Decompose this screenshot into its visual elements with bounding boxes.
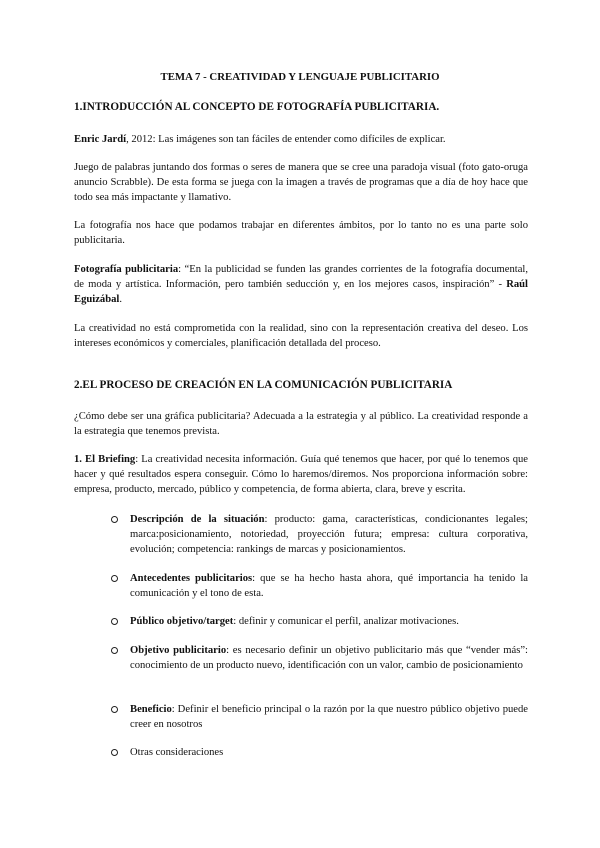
paragraph-briefing — [74, 452, 528, 497]
item-text: : que se ha hecho hasta ahora, qué importancia ha tenido la comunicación y el tono de esta. — [130, 573, 528, 599]
paragraph-quote-jardi — [74, 132, 528, 147]
document-title: TEMA 7 - CREATIVIDAD Y LENGUAJE PUBLICITARIO — [160, 71, 440, 83]
list-item — [130, 614, 528, 629]
list-item — [130, 702, 528, 732]
period: . — [119, 294, 122, 305]
item-label: Descripción de la situación — [130, 514, 265, 525]
term-label: 1. El Briefing — [74, 454, 136, 465]
author-name: Enric Jardí — [74, 134, 127, 145]
item-text: : producto: gama, características, condicionantes legales; marca:posicionamiento, notoriedad, proyección futura; empresa: cultura corporativa, evolución; competencia: rankings de marcas y posicionamientos. — [130, 514, 528, 555]
paragraph-fotografia: La fotografía nos hace que podamos trabajar en diferentes ámbitos, por lo tanto no es una parte solo publicitaria. — [74, 220, 528, 246]
list-item — [130, 745, 528, 760]
item-text: : definir y comunicar el perfil, analizar motivaciones. — [233, 616, 459, 627]
paragraph-grafica: ¿Cómo debe ser una gráfica publicitaria? Adecuada a la estrategia y al público. La creatividad responde a la estrategia que tenemos prevista. — [74, 411, 528, 437]
item-text: : Definir el beneficio principal o la razón por la que nuestro público objetivo puede creer en nosotros — [130, 704, 528, 730]
bullet-icon — [111, 647, 118, 654]
bullet-icon — [111, 706, 118, 713]
item-label: Antecedentes publicitarios — [130, 573, 253, 584]
bullet-icon — [111, 575, 118, 582]
paragraph-text: , 2012: Las imágenes son tan fáciles de entender como difíciles de explicar. — [126, 134, 446, 145]
term-label: Fotografía publicitaria — [74, 264, 179, 275]
author-name: Raúl Eguizábal — [74, 279, 528, 305]
paragraph-text: : “En la publicidad se funden las grandes corrientes de la fotografía documental, de moda y artística. Información, pero también seducción y, en los mejores casos, inspiración” - — [74, 264, 528, 290]
item-text: Otras consideraciones — [130, 747, 224, 758]
list-item — [130, 512, 528, 557]
paragraph-fotografia-publicitaria — [74, 262, 528, 307]
item-label: Objetivo publicitario — [130, 645, 227, 656]
item-label: Público objetivo/target — [130, 616, 234, 627]
list-item — [130, 643, 528, 673]
bullet-icon — [111, 749, 118, 756]
section-2-heading: 2.EL PROCESO DE CREACIÓN EN LA COMUNICACIÓN PUBLICITARIA — [74, 379, 453, 391]
list-item — [130, 571, 528, 601]
paragraph-text: : La creatividad necesita información. Guía qué tenemos que hacer, por qué lo tenemos que hacer y qué resultados espera conseguir. Cómo lo haremos/diremos. Nos proporciona información sobre: empresa, producto, mercado, público y competencia, de forma abierta, clara, breve y escrita. — [74, 454, 529, 495]
bullet-icon — [111, 618, 118, 625]
section-1-heading: 1.INTRODUCCIÓN AL CONCEPTO DE FOTOGRAFÍA PUBLICITARIA. — [74, 101, 440, 113]
item-label: Beneficio — [130, 704, 172, 715]
bullet-icon — [111, 516, 118, 523]
paragraph-creatividad: La creatividad no está comprometida con la realidad, sino con la representación creativa del deseo. Los intereses económicos y comerciales, planificación detallada del proceso. — [74, 323, 528, 349]
item-text: : es necesario definir un objetivo publicitario más que “vender más”: conocimiento de un producto nuevo, identificación con un valor, cambio de posicionamiento — [130, 645, 528, 671]
paragraph-juego-palabras: Juego de palabras juntando dos formas o seres de manera que se cree una paradoja visual (foto gato-oruga anuncio Scrabble). De esta forma se juega con la imagen a través de programas que a día de hoy hace que todo sea más impactante y llamativo. — [74, 162, 528, 203]
